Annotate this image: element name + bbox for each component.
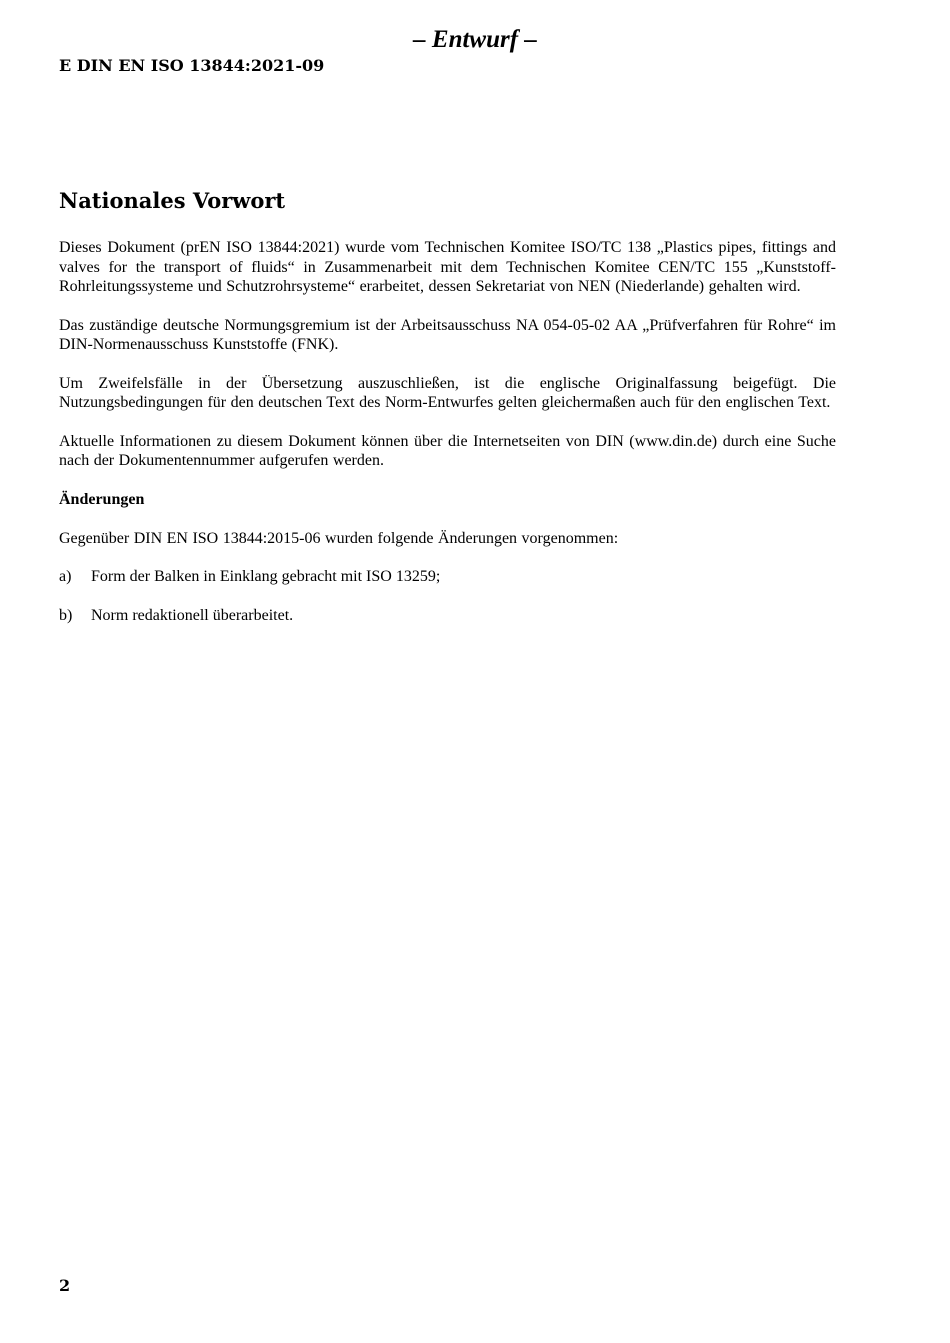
foreword-paragraph-information: Aktuelle Informationen zu diesem Dokument können über die Internetseiten von DIN (www.din.de) durch eine Suche nach der Dokumentennummer aufgerufen werden. <box>59 432 836 469</box>
list-marker: a) <box>59 568 72 585</box>
page-number: 2 <box>59 1276 71 1295</box>
foreword-paragraph-committee: Dieses Dokument (prEN ISO 13844:2021) wurde vom Technischen Komitee ISO/TC 138 „Plastics pipes, fittings and valves for the transport of fluids“ in Zusammenarbeit mit dem Technischen Komitee CEN/TC 155 „Kunststoff-Rohrleitungssysteme und Schutzrohrsysteme“ erarbeitet, dessen Sekretariat von NEN (Niederlande) gehalten wird. <box>59 239 836 295</box>
document-id: E DIN EN ISO 13844:2021-09 <box>59 56 325 75</box>
foreword-paragraph-responsible-body: Das zuständige deutsche Normungsgremium ist der Arbeitsausschuss NA 054-05-02 AA „Prüfverfahren für Rohre“ im DIN-Normenausschuss Kunststoffe (FNK). <box>59 316 836 353</box>
foreword-section <box>59 186 836 645</box>
list-marker: b) <box>59 607 73 624</box>
list-item-text: Form der Balken in Einklang gebracht mit ISO 13259; <box>91 568 441 585</box>
draft-mark: – Entwurf – <box>413 26 537 53</box>
changes-heading: Änderungen <box>59 490 145 508</box>
list-item-text: Norm redaktionell überarbeitet. <box>91 607 294 624</box>
foreword-paragraph-translation: Um Zweifelsfälle in der Übersetzung auszuschließen, ist die englische Originalfassung beigefügt. Die Nutzungsbedingungen für den deutschen Text des Norm-Entwurfes gelten gleichermaßen auch für den englischen Text. <box>59 374 836 411</box>
section-title: Nationales Vorwort <box>59 188 286 213</box>
changes-intro: Gegenüber DIN EN ISO 13844:2015-06 wurden folgende Änderungen vorgenommen: <box>59 529 619 547</box>
list-item <box>59 567 836 587</box>
list-item <box>59 606 836 626</box>
